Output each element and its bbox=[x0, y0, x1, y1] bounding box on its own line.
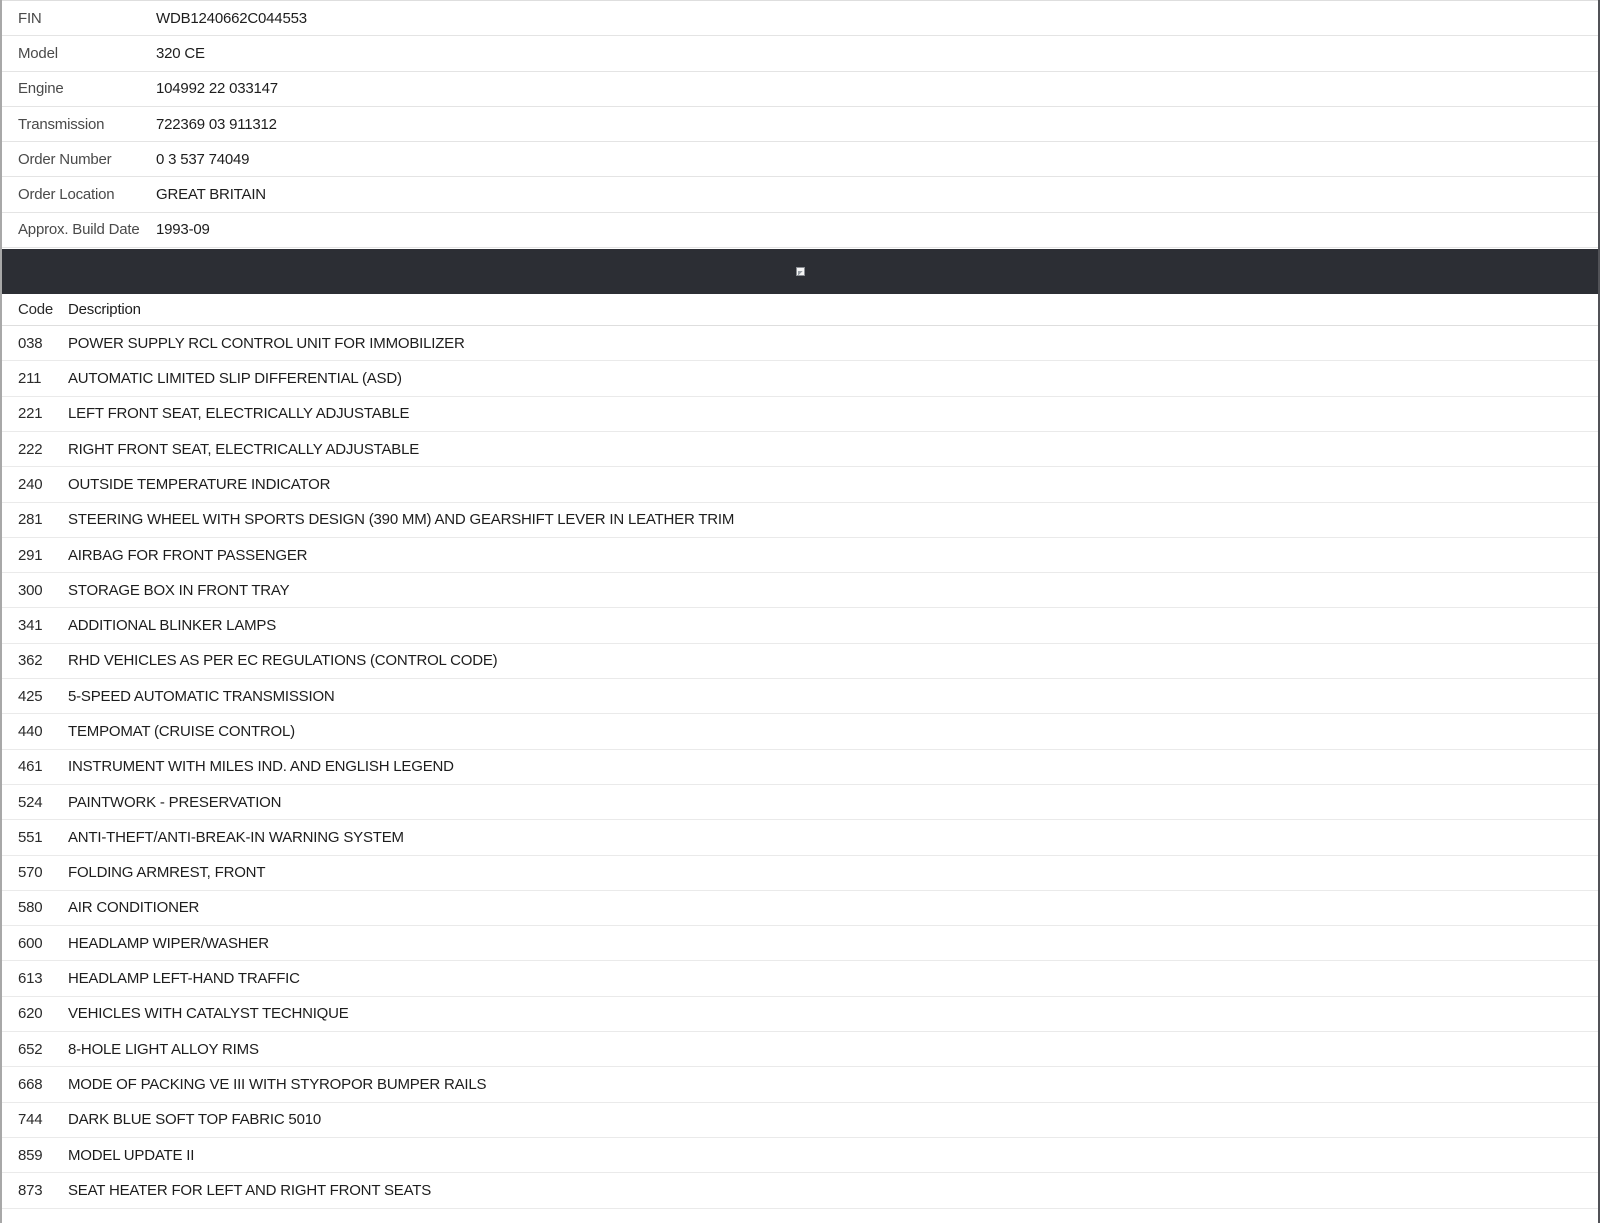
spec-value: 320 CE bbox=[156, 44, 205, 62]
description-cell: FOLDING ARMREST, FRONT bbox=[68, 864, 266, 882]
codes-table-body bbox=[2, 326, 1598, 1208]
spec-label: Transmission bbox=[18, 115, 105, 133]
description-cell: HEADLAMP LEFT-HAND TRAFFIC bbox=[68, 970, 300, 988]
spec-label: Model bbox=[18, 44, 58, 62]
code-cell: 222 bbox=[18, 440, 43, 458]
description-cell: 8-HOLE LIGHT ALLOY RIMS bbox=[68, 1040, 259, 1058]
code-cell: 362 bbox=[18, 652, 43, 670]
code-cell: 668 bbox=[18, 1075, 43, 1093]
code-cell: 620 bbox=[18, 1005, 43, 1023]
spec-label: Engine bbox=[18, 80, 64, 98]
spec-row bbox=[2, 213, 1598, 248]
description-cell: DARK BLUE SOFT TOP FABRIC 5010 bbox=[68, 1111, 321, 1129]
spec-value: 104992 22 033147 bbox=[156, 80, 278, 98]
code-cell: 600 bbox=[18, 934, 43, 952]
code-row bbox=[2, 467, 1598, 502]
description-cell: LEFT FRONT SEAT, ELECTRICALLY ADJUSTABLE bbox=[68, 405, 410, 423]
spec-row bbox=[2, 107, 1598, 142]
description-cell: RHD VEHICLES AS PER EC REGULATIONS (CONTROL CODE) bbox=[68, 652, 498, 670]
code-cell: 240 bbox=[18, 475, 43, 493]
code-row bbox=[2, 1103, 1598, 1138]
code-row bbox=[2, 432, 1598, 467]
description-cell: MODE OF PACKING VE III WITH STYROPOR BUMPER RAILS bbox=[68, 1075, 487, 1093]
description-cell: MODEL UPDATE II bbox=[68, 1146, 195, 1164]
code-cell: 300 bbox=[18, 581, 43, 599]
code-cell: 221 bbox=[18, 405, 43, 423]
spec-value: WDB1240662C044553 bbox=[156, 9, 307, 27]
code-cell: 341 bbox=[18, 617, 43, 635]
spec-value: 722369 03 911312 bbox=[156, 115, 277, 133]
codes-table-header bbox=[2, 294, 1598, 326]
code-row bbox=[2, 856, 1598, 891]
code-row bbox=[2, 608, 1598, 643]
code-row bbox=[2, 750, 1598, 785]
code-cell: 551 bbox=[18, 828, 43, 846]
vehicle-info-table bbox=[2, 0, 1598, 248]
spec-row bbox=[2, 1, 1598, 36]
code-row bbox=[2, 1138, 1598, 1173]
code-cell: 873 bbox=[18, 1181, 43, 1199]
spec-row bbox=[2, 36, 1598, 71]
description-cell: OUTSIDE TEMPERATURE INDICATOR bbox=[68, 475, 331, 493]
code-row bbox=[2, 926, 1598, 961]
spec-row bbox=[2, 177, 1598, 212]
code-cell: 652 bbox=[18, 1040, 43, 1058]
spec-label: Approx. Build Date bbox=[18, 221, 140, 239]
code-cell: 038 bbox=[18, 334, 43, 352]
description-cell: HEADLAMP WIPER/WASHER bbox=[68, 934, 269, 952]
code-row bbox=[2, 573, 1598, 608]
spec-value: 0 3 537 74049 bbox=[156, 150, 250, 168]
description-cell: POWER SUPPLY RCL CONTROL UNIT FOR IMMOBILIZER bbox=[68, 334, 465, 352]
code-cell: 425 bbox=[18, 687, 43, 705]
code-cell: 461 bbox=[18, 758, 43, 776]
description-cell: ADDITIONAL BLINKER LAMPS bbox=[68, 617, 277, 635]
code-cell: 524 bbox=[18, 793, 43, 811]
description-cell: RIGHT FRONT SEAT, ELECTRICALLY ADJUSTABLE bbox=[68, 440, 420, 458]
code-cell: 570 bbox=[18, 864, 43, 882]
code-cell: 440 bbox=[18, 722, 43, 740]
description-cell: PAINTWORK - PRESERVATION bbox=[68, 793, 282, 811]
description-cell: INSTRUMENT WITH MILES IND. AND ENGLISH LEGEND bbox=[68, 758, 454, 776]
description-cell: VEHICLES WITH CATALYST TECHNIQUE bbox=[68, 1005, 349, 1023]
spec-label: Order Number bbox=[18, 150, 112, 168]
description-cell: ANTI-THEFT/ANTI-BREAK-IN WARNING SYSTEM bbox=[68, 828, 404, 846]
spec-row bbox=[2, 72, 1598, 107]
description-cell: TEMPOMAT (CRUISE CONTROL) bbox=[68, 722, 295, 740]
section-divider-bar bbox=[0, 249, 1600, 294]
description-cell: AIRBAG FOR FRONT PASSENGER bbox=[68, 546, 308, 564]
code-row bbox=[2, 326, 1598, 361]
description-column-header: Description bbox=[68, 301, 141, 319]
spec-value: 1993-09 bbox=[156, 221, 210, 239]
code-row bbox=[2, 397, 1598, 432]
code-cell: 281 bbox=[18, 511, 43, 529]
code-row bbox=[2, 538, 1598, 573]
code-cell: 291 bbox=[18, 546, 43, 564]
code-row bbox=[2, 679, 1598, 714]
code-column-header: Code bbox=[18, 301, 54, 319]
code-row bbox=[2, 1173, 1598, 1208]
code-row bbox=[2, 1032, 1598, 1067]
description-cell: 5-SPEED AUTOMATIC TRANSMISSION bbox=[68, 687, 335, 705]
description-cell: AIR CONDITIONER bbox=[68, 899, 200, 917]
code-row bbox=[2, 891, 1598, 926]
code-cell: 580 bbox=[18, 899, 43, 917]
spec-label: Order Location bbox=[18, 186, 115, 204]
description-cell: STORAGE BOX IN FRONT TRAY bbox=[68, 581, 290, 599]
broken-image-icon bbox=[796, 267, 805, 276]
spec-value: GREAT BRITAIN bbox=[156, 186, 266, 204]
code-row bbox=[2, 820, 1598, 855]
description-cell: SEAT HEATER FOR LEFT AND RIGHT FRONT SEATS bbox=[68, 1181, 432, 1199]
code-cell: 211 bbox=[18, 370, 42, 388]
code-row bbox=[2, 961, 1598, 996]
code-cell: 744 bbox=[18, 1111, 43, 1129]
code-row bbox=[2, 361, 1598, 396]
codes-table bbox=[2, 294, 1598, 1208]
code-row bbox=[2, 1067, 1598, 1102]
code-row bbox=[2, 503, 1598, 538]
code-row bbox=[2, 785, 1598, 820]
code-cell: 859 bbox=[18, 1146, 43, 1164]
description-cell: STEERING WHEEL WITH SPORTS DESIGN (390 MM) AND GEARSHIFT LEVER IN LEATHER TRIM bbox=[68, 511, 735, 529]
spec-label: FIN bbox=[18, 9, 42, 27]
description-cell: AUTOMATIC LIMITED SLIP DIFFERENTIAL (ASD) bbox=[68, 370, 402, 388]
code-row bbox=[2, 644, 1598, 679]
code-row bbox=[2, 714, 1598, 749]
code-cell: 613 bbox=[18, 970, 43, 988]
spec-row bbox=[2, 142, 1598, 177]
code-row bbox=[2, 997, 1598, 1032]
